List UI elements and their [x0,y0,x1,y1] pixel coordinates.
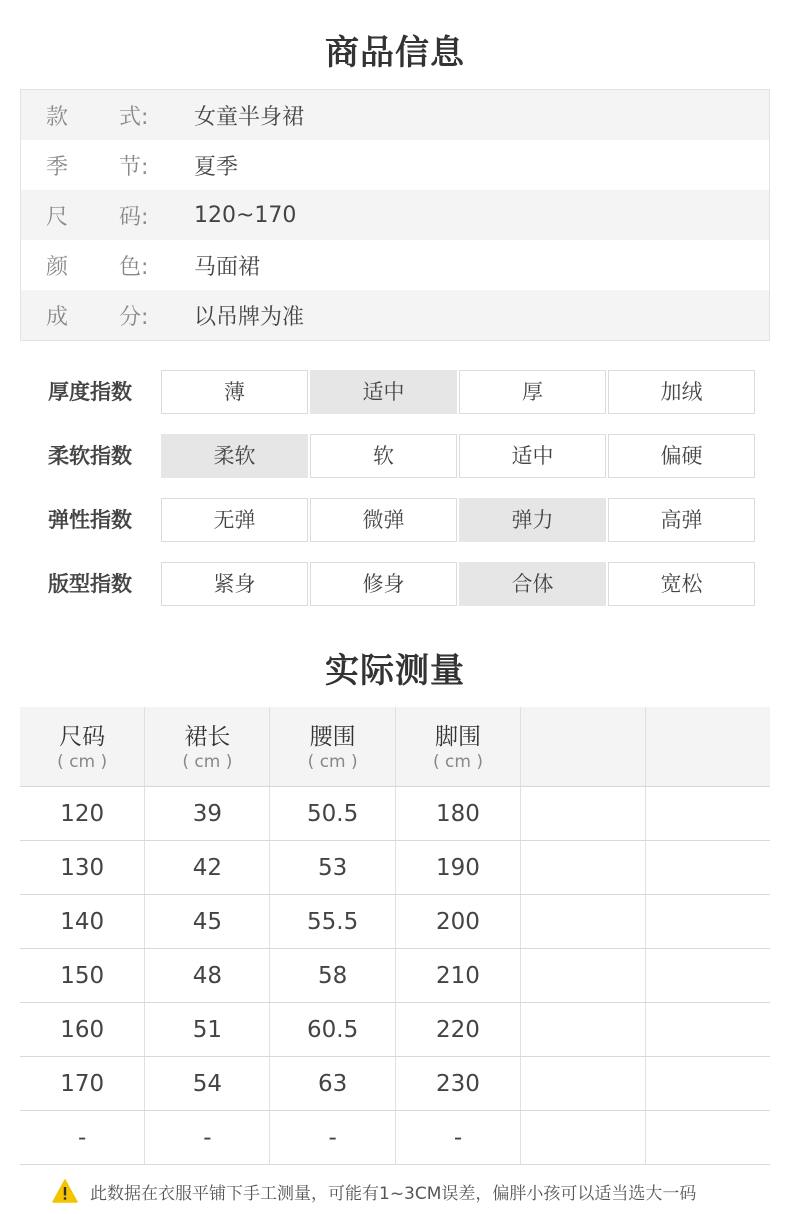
info-row [21,190,769,240]
table-row [20,1057,770,1111]
table-cell: 180 [395,787,520,841]
table-cell: 160 [20,1003,145,1057]
table-cell: 200 [395,895,520,949]
header-unit: ( cm ) [57,751,108,772]
header-name: 尺码 [59,723,106,750]
table-cell: 39 [145,787,270,841]
warning-icon [52,1179,78,1203]
header-unit: ( cm ) [307,751,358,772]
info-row [21,140,769,190]
info-row [21,90,769,140]
info-row [21,290,769,340]
table-cell [646,841,770,895]
index-label: 柔软指数 [48,444,132,468]
info-label-char: 码: [119,204,149,230]
index-row [20,562,770,606]
index-row [20,370,770,414]
index-label: 弹性指数 [48,508,132,532]
info-value: 120~170 [194,202,297,228]
index-row [20,434,770,478]
info-row [21,240,769,290]
index-option: 弹力 [459,498,606,542]
index-label: 版型指数 [48,572,132,596]
table-cell: 53 [270,841,395,895]
table-cell [646,1111,770,1165]
table-cell: 54 [145,1057,270,1111]
header-unit: ( cm ) [432,751,483,772]
info-label [21,300,194,331]
table-row [20,841,770,895]
table-cell [521,949,646,1003]
table-row [20,787,770,841]
index-option: 无弹 [161,498,308,542]
info-label-char: 颜 [46,254,69,280]
header-unit: ( cm ) [182,751,233,772]
table-cell: 55.5 [270,895,395,949]
index-option: 适中 [310,370,457,414]
table-cell [646,949,770,1003]
header-name: 裙长 [184,723,231,750]
table-row [20,895,770,949]
table-cell: - [395,1111,520,1165]
index-option: 修身 [310,562,457,606]
header-name: 腰围 [309,723,356,750]
table-cell: 50.5 [270,787,395,841]
note-text: 此数据在衣服平铺下手工测量，可能有1~3CM误差，偏胖小孩可以适当选大一码 [90,1183,697,1204]
header-name: 脚围 [434,723,481,750]
table-cell: 140 [20,895,145,949]
index-option: 厚 [459,370,606,414]
table-cell: 210 [395,949,520,1003]
table-cell: 190 [395,841,520,895]
size-table-header [395,707,520,787]
info-label-char: 季 [46,154,69,180]
size-table-header [521,707,646,787]
info-label-char: 分: [119,304,149,330]
table-cell [646,895,770,949]
table-cell: 230 [395,1057,520,1111]
table-row [20,1111,770,1165]
info-value: 女童半身裙 [194,104,305,130]
info-label-char: 尺 [46,204,69,230]
info-label [21,150,194,181]
table-cell: 130 [20,841,145,895]
measurement-title: 实际测量 [325,651,465,691]
index-option: 紧身 [161,562,308,606]
measurement-note [52,1178,696,1204]
info-label-char: 色: [119,254,149,280]
table-cell: - [270,1111,395,1165]
size-table-header [646,707,770,787]
index-option: 加绒 [608,370,755,414]
size-table [20,707,770,1165]
table-cell [646,1003,770,1057]
table-cell: 120 [20,787,145,841]
index-option: 适中 [459,434,606,478]
table-cell: - [20,1111,145,1165]
index-option: 微弹 [310,498,457,542]
index-option: 高弹 [608,498,755,542]
info-value: 以吊牌为准 [194,304,305,330]
table-cell [521,895,646,949]
table-cell: 150 [20,949,145,1003]
table-cell [521,841,646,895]
info-label [21,100,194,131]
table-cell [646,1057,770,1111]
info-value: 马面裙 [194,254,261,280]
product-info-title: 商品信息 [325,33,465,73]
info-label [21,200,194,231]
table-cell [521,1003,646,1057]
index-option: 偏硬 [608,434,755,478]
size-table-header [145,707,270,787]
table-cell: 170 [20,1057,145,1111]
table-cell: 58 [270,949,395,1003]
size-table-header [20,707,145,787]
table-cell [646,787,770,841]
table-row [20,1003,770,1057]
table-cell: 42 [145,841,270,895]
index-option: 宽松 [608,562,755,606]
info-label-char: 节: [119,154,149,180]
table-cell [521,787,646,841]
table-cell: 48 [145,949,270,1003]
index-row [20,498,770,542]
index-option: 柔软 [161,434,308,478]
table-cell [521,1111,646,1165]
table-cell: 45 [145,895,270,949]
table-cell: 63 [270,1057,395,1111]
table-cell: 60.5 [270,1003,395,1057]
product-info-table [20,89,770,341]
info-label [21,250,194,281]
info-value: 夏季 [194,154,239,180]
info-label-char: 款 [46,104,69,130]
index-option: 薄 [161,370,308,414]
index-option: 软 [310,434,457,478]
table-cell: - [145,1111,270,1165]
table-row [20,949,770,1003]
table-cell [521,1057,646,1111]
size-table-header [270,707,395,787]
table-cell: 220 [395,1003,520,1057]
index-option: 合体 [459,562,606,606]
info-label-char: 成 [46,304,69,330]
info-label-char: 式: [119,104,149,130]
index-label: 厚度指数 [48,380,132,404]
table-cell: 51 [145,1003,270,1057]
